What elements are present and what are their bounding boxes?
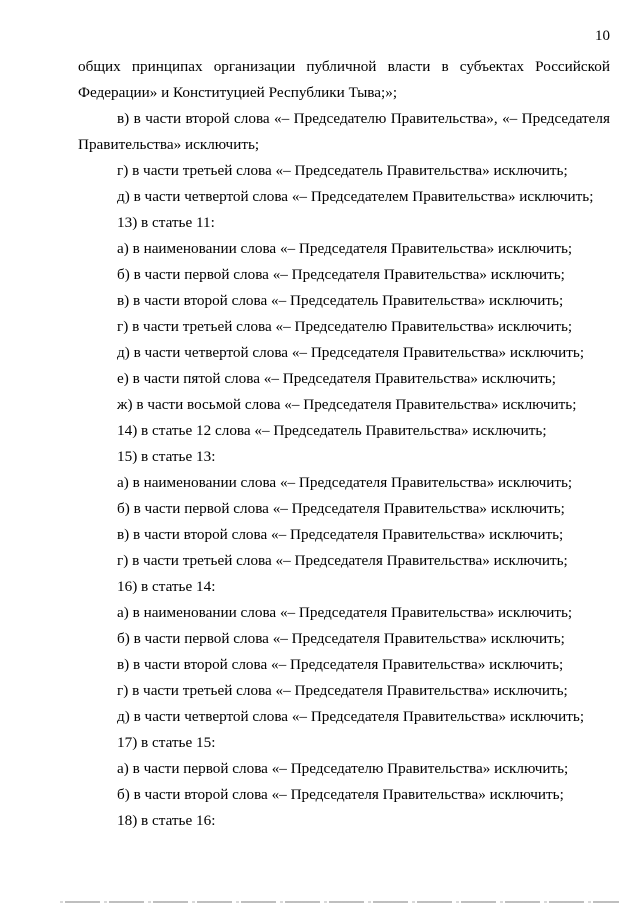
- paragraph-item: ж) в части восьмой слова «– Председателя Правительства» исключить;: [117, 396, 577, 413]
- paragraph-section-16: 16) в статье 14:: [117, 578, 216, 595]
- paragraph-item: б) в части первой слова «– Председателя Правительства» исключить;: [117, 630, 565, 647]
- paragraph-section-13: 13) в статье 11:: [117, 214, 215, 231]
- page-number: 10: [595, 28, 610, 44]
- paragraph-item: г) в части третьей слова «– Председателя Правительства» исключить;: [117, 552, 568, 569]
- paragraph-item: д) в части четвертой слова «– Председателя Правительства» исключить;: [117, 708, 585, 725]
- paragraph-item: а) в части первой слова «– Председателю Правительства» исключить;: [117, 760, 569, 777]
- paragraph-item: г) в части третьей слова «– Председателю Правительства» исключить;: [117, 318, 573, 335]
- paragraph-section-14: 14) в статье 12 слова «– Председатель Правительства» исключить;: [117, 422, 547, 439]
- paragraph-item: б) в части первой слова «– Председателя Правительства» исключить;: [117, 500, 565, 517]
- paragraph-section-15: 15) в статье 13:: [117, 448, 216, 465]
- paragraph-item: а) в наименовании слова «– Председателя Правительства» исключить;: [117, 474, 573, 491]
- document-body: [78, 54, 610, 834]
- paragraph-item: д) в части четвертой слова «– Председателя Правительства» исключить;: [117, 344, 585, 361]
- paragraph-item: в) в части второй слова «– Председателя Правительства» исключить;: [117, 656, 564, 673]
- paragraph-item-v: в) в части второй слова «– Председателю Правительства», «– Председателя Правительства» исключить;: [78, 110, 610, 153]
- paragraph-item: е) в части пятой слова «– Председателя Правительства» исключить;: [117, 370, 556, 387]
- scan-edge-artifact: [60, 901, 619, 903]
- paragraph-section-17: 17) в статье 15:: [117, 734, 216, 751]
- paragraph-continuation: общих принципах организации публичной власти в субъектах Российской Федерации» и Конституцией Республики Тыва;»;: [78, 58, 610, 101]
- paragraph-item: б) в части второй слова «– Председателя Правительства» исключить;: [117, 786, 564, 803]
- paragraph-item-d: д) в части четвертой слова «– Председателем Правительства» исключить;: [117, 188, 594, 205]
- paragraph-section-18: 18) в статье 16:: [117, 812, 216, 829]
- paragraph-item-g: г) в части третьей слова «– Председатель Правительства» исключить;: [117, 162, 568, 179]
- paragraph-item: в) в части второй слова «– Председателя Правительства» исключить;: [117, 526, 564, 543]
- paragraph-item: а) в наименовании слова «– Председателя Правительства» исключить;: [117, 240, 573, 257]
- paragraph-item: б) в части первой слова «– Председателя Правительства» исключить;: [117, 266, 565, 283]
- paragraph-item: а) в наименовании слова «– Председателя Правительства» исключить;: [117, 604, 573, 621]
- paragraph-item: г) в части третьей слова «– Председателя Правительства» исключить;: [117, 682, 568, 699]
- paragraph-item: в) в части второй слова «– Председатель Правительства» исключить;: [117, 292, 564, 309]
